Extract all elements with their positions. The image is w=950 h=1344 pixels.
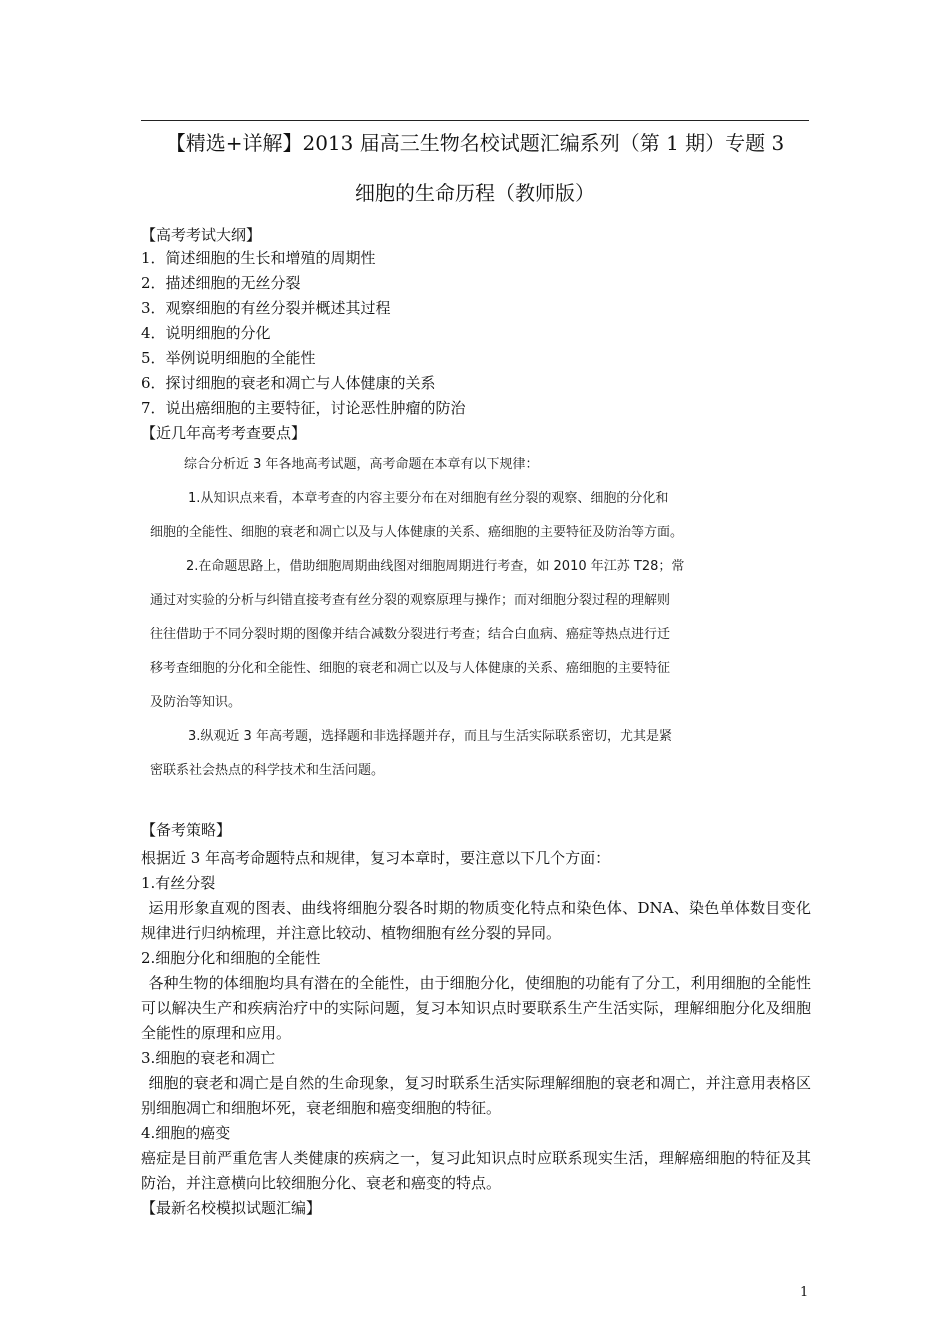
key-points-line: 往往借助于不同分裂时期的图像并结合减数分裂进行考查；结合白血病、癌症等热点进行迁 xyxy=(150,627,671,642)
key-points-line: 2.在命题思路上，借助细胞周期曲线图对细胞周期进行考查，如 2010 年江苏 T28；常 xyxy=(186,559,685,574)
outline-heading: 【高考考试大纲】 xyxy=(141,226,262,244)
strategy-block xyxy=(141,846,811,1221)
outline-item: 1．简述细胞的生长和增殖的周期性 xyxy=(141,249,376,267)
key-points-line: 1.从知识点来看，本章考查的内容主要分布在对细胞有丝分裂的观察、细胞的分化和 xyxy=(188,491,669,506)
strategy-heading: 【备考策略】 xyxy=(141,821,232,839)
strategy-intro: 根据近 3 年高考命题特点和规律，复习本章时，要注意以下几个方面： xyxy=(141,849,611,867)
outline-item: 2．描述细胞的无丝分裂 xyxy=(141,274,301,292)
outline-item: 5．举例说明细胞的全能性 xyxy=(141,349,316,367)
outline-item: 7．说出癌细胞的主要特征，讨论恶性肿瘤的防治 xyxy=(141,399,466,417)
strategy-section-title: 3.细胞的衰老和凋亡 xyxy=(141,1049,276,1067)
header-rule xyxy=(141,120,809,121)
strategy-section-body: 细胞的衰老和凋亡是自然的生命现象，复习时联系生活实际理解细胞的衰老和凋亡，并注意用表格区别细胞凋亡和细胞坏死，衰老细胞和癌变细胞的特征。 xyxy=(141,1074,811,1117)
strategy-section-title: 4.细胞的癌变 xyxy=(141,1124,231,1142)
key-points-heading: 【近几年高考考查要点】 xyxy=(141,424,307,442)
strategy-section-body: 各种生物的体细胞均具有潜在的全能性，由于细胞分化，使细胞的功能有了分工，利用细胞的全能性可以解决生产和疾病治疗中的实际问题，复习本知识点时要联系生产生活实际，理解细胞分化及细胞全能性的原理和应用。 xyxy=(141,974,811,1042)
page-number: 1 xyxy=(800,1285,809,1300)
key-points-line: 综合分析近 3 年各地高考试题，高考命题在本章有以下规律： xyxy=(184,457,539,472)
strategy-section-body: 运用形象直观的图表、曲线将细胞分裂各时期的物质变化特点和染色体、DNA、染色单体数目变化规律进行归纳梳理，并注意比较动、植物细胞有丝分裂的异同。 xyxy=(141,899,811,942)
key-points-line: 通过对实验的分析与纠错直接考查有丝分裂的观察原理与操作；而对细胞分裂过程的理解则 xyxy=(150,593,671,608)
outline-item: 6．探讨细胞的衰老和凋亡与人体健康的关系 xyxy=(141,374,436,392)
mock-exams-heading: 【最新名校模拟试题汇编】 xyxy=(141,1199,322,1217)
title-line-2: 细胞的生命历程（教师版） xyxy=(355,181,595,205)
key-points-line: 3.纵观近 3 年高考题，选择题和非选择题并存，而且与生活实际联系密切，尤其是紧 xyxy=(188,729,672,744)
key-points-line: 密联系社会热点的科学技术和生活问题。 xyxy=(150,763,385,778)
key-points-line: 移考查细胞的分化和全能性、细胞的衰老和凋亡以及与人体健康的关系、癌细胞的主要特征 xyxy=(150,661,671,676)
outline-item: 3．观察细胞的有丝分裂并概述其过程 xyxy=(141,299,391,317)
strategy-section-body: 癌症是目前严重危害人类健康的疾病之一，复习此知识点时应联系现实生活，理解癌细胞的特征及其防治，并注意横向比较细胞分化、衰老和癌变的特点。 xyxy=(141,1149,811,1192)
outline-list xyxy=(141,248,466,423)
key-points-line: 及防治等知识。 xyxy=(150,695,242,710)
strategy-section-title: 1.有丝分裂 xyxy=(141,874,216,892)
outline-item: 4．说明细胞的分化 xyxy=(141,324,271,342)
key-points-block xyxy=(150,448,760,788)
key-points-line: 细胞的全能性、细胞的衰老和凋亡以及与人体健康的关系、癌细胞的主要特征及防治等方面。 xyxy=(150,525,684,540)
strategy-section-title: 2.细胞分化和细胞的全能性 xyxy=(141,949,321,967)
title-line-1: 【精选+详解】2013 届高三生物名校试题汇编系列（第 1 期）专题 3 xyxy=(165,131,785,155)
